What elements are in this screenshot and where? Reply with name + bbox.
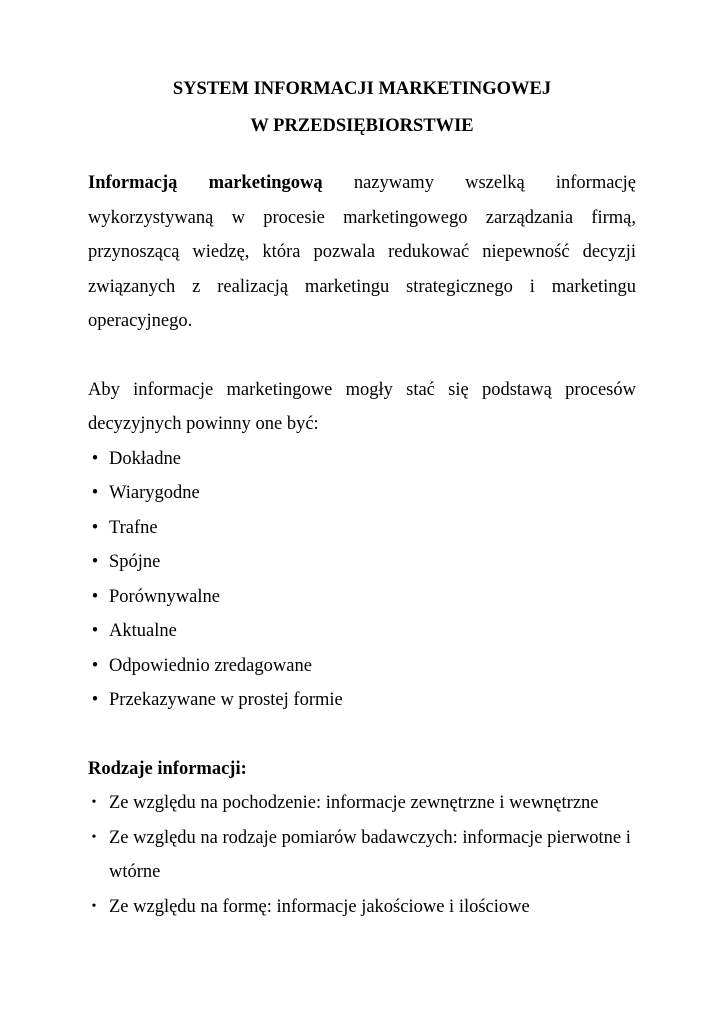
- list-item-text: Ze względu na pochodzenie: informacje zewnętrzne i wewnętrzne: [109, 793, 599, 813]
- bullet-icon: •: [91, 517, 99, 538]
- bullet-icon: •: [91, 483, 99, 503]
- list-item: [88, 614, 636, 649]
- bullet-icon: •: [91, 552, 99, 572]
- bullet-icon: •: [91, 655, 99, 676]
- list-item: [88, 890, 636, 925]
- requirements-list: [88, 442, 636, 718]
- definition-text: nazywamy wszelką informację wykorzystywaną w procesie marketingowego zarządzania firmą, przynoszącą wiedzę, która pozwala redukować niepewność decyzji związanych z realizacją marketingu strategicznego i marketingu operacyjnego.: [88, 173, 636, 331]
- defined-term: Informacją marketingową: [88, 173, 323, 193]
- list-item: [88, 821, 636, 890]
- list-item-text: Przekazywane w prostej formie: [109, 690, 343, 710]
- spacer: [88, 718, 636, 752]
- list-item-text: Aktualne: [109, 621, 177, 641]
- title-line-1: SYSTEM INFORMACJI MARKETINGOWEJ: [172, 79, 552, 99]
- list-item-text: Odpowiednio zredagowane: [109, 655, 312, 676]
- list-item-text: Ze względu na rodzaje pomiarów badawczych: informacje pierwotne i wtórne: [109, 827, 631, 882]
- requirements-intro: Aby informacje marketingowe mogły stać się podstawą procesów decyzyjnych powinny one być:: [88, 379, 636, 434]
- bullet-icon: •: [91, 448, 99, 469]
- bullet-icon: •: [91, 621, 99, 641]
- list-item: [88, 442, 636, 477]
- list-item: [88, 580, 636, 615]
- document-title: [88, 0, 636, 145]
- title-line-2: W PRZEDSIĘBIORSTWIE: [250, 116, 474, 136]
- bullet-icon: •: [91, 829, 97, 845]
- bullet-icon: •: [91, 898, 97, 914]
- bullet-icon: •: [91, 690, 99, 710]
- list-item-text: Ze względu na formę: informacje jakościowe i ilościowe: [109, 896, 530, 917]
- types-list: [88, 786, 636, 924]
- list-item-text: Trafne: [109, 517, 158, 538]
- list-item-text: Porównywalne: [109, 586, 220, 607]
- list-item: [88, 545, 636, 580]
- list-item: [88, 476, 636, 511]
- list-item-text: Wiarygodne: [109, 483, 200, 503]
- list-item: [88, 786, 636, 821]
- bullet-icon: •: [91, 586, 99, 607]
- section-heading: Rodzaje informacji:: [88, 758, 247, 779]
- spacer: [88, 339, 636, 373]
- definition-paragraph: [88, 166, 636, 339]
- list-item-text: Spójne: [109, 552, 161, 572]
- list-item: [88, 683, 636, 718]
- list-item: [88, 511, 636, 546]
- bullet-icon: •: [91, 795, 97, 810]
- list-item-text: Dokładne: [109, 448, 181, 469]
- list-item: [88, 649, 636, 684]
